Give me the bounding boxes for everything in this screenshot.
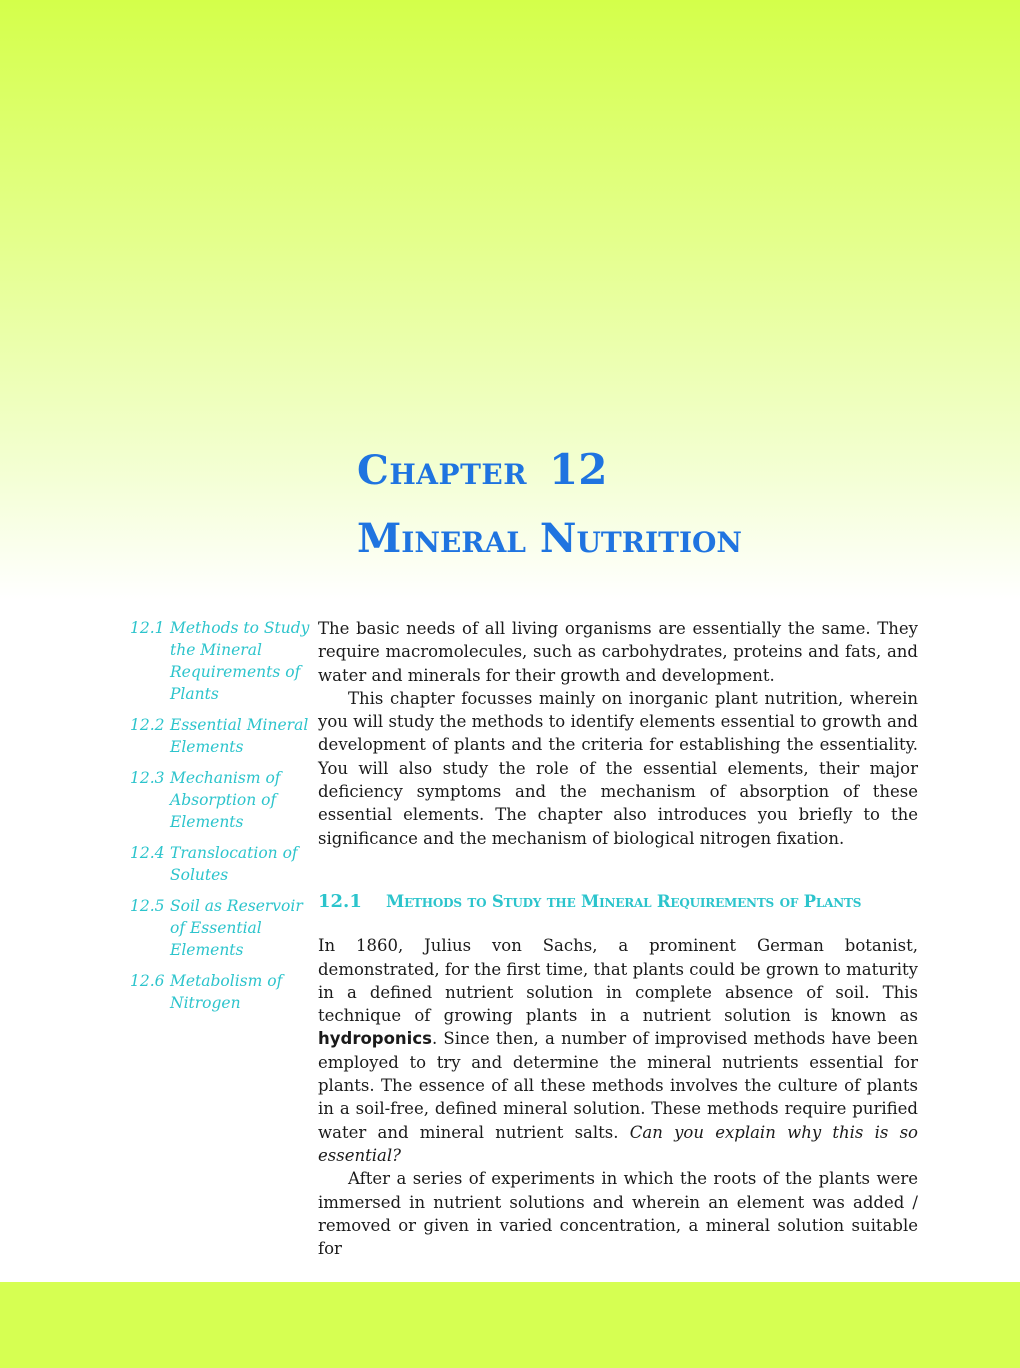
header-gradient-band (0, 0, 1020, 600)
main-content (318, 617, 918, 1260)
toc-item[interactable] (130, 970, 310, 1014)
toc-item-number: 12.4 (130, 844, 165, 862)
toc-item[interactable] (130, 767, 310, 833)
section-title: Methods to Study the Mineral Requirements of Plants (386, 891, 862, 911)
intro-paragraph: The basic needs of all living organisms are essentially the same. They require macromolecules, such as carbohydrates, proteins and fats, and water and minerals for their growth and development. (318, 619, 918, 685)
section-heading (318, 890, 918, 914)
chapter-heading (357, 445, 607, 494)
toc-item[interactable] (130, 895, 310, 961)
toc-item-number: 12.3 (130, 769, 165, 787)
section-number: 12.1 (318, 890, 362, 912)
toc-item-number: 12.5 (130, 897, 165, 915)
question-text: Can you explain why this is so essential? (318, 1122, 918, 1165)
toc-item-number: 12.2 (130, 716, 165, 734)
toc-item[interactable] (130, 714, 310, 758)
body-text: . Since then, a number of improvised methods have been employed to try and determine the mineral nutrients essential for plants. The essence of all these methods involves the culture of plants in a soil-free, defined mineral solution. These methods require purified water and mineral nutrient salts. (318, 1029, 918, 1142)
toc-item[interactable] (130, 617, 310, 705)
chapter-number: 12 (549, 445, 608, 494)
toc-item-title: Translocation of Solutes (170, 844, 298, 884)
key-term: hydroponics (318, 1029, 432, 1049)
footer-band (0, 1282, 1020, 1368)
body-paragraph: After a series of experiments in which the roots of the plants were immersed in nutrient solutions and wherein an element was added / removed or given in varied concentration, a mineral solution suitable for (318, 1169, 918, 1259)
chapter-label: Chapter (357, 447, 528, 494)
toc-item-number: 12.6 (130, 972, 165, 990)
body-paragraph (318, 934, 918, 1167)
chapter-contents-sidebar (130, 617, 310, 1023)
toc-item-title: Mechanism of Absorption of Elements (170, 769, 281, 831)
intro-paragraph: This chapter focusses mainly on inorganic plant nutrition, wherein you will study the methods to identify elements essential to growth and development of plants and the criteria for establishing the essentiality. You will also study the role of the essential elements, their major deficiency symptoms and the mechanism of absorption of these essential elements. The chapter also introduces you briefly to the significance and the mechanism of biological nitrogen fixation. (318, 688, 918, 848)
chapter-title: Mineral Nutrition (357, 515, 743, 562)
body-text: In 1860, Julius von Sachs, a prominent German botanist, demonstrated, for the first time, that plants could be grown to maturity in a defined nutrient solution in complete absence of soil. This technique of growing plants in a nutrient solution is known as (318, 936, 918, 1026)
toc-item-title: Methods to Study the Mineral Requirements of Plants (170, 619, 310, 703)
toc-item[interactable] (130, 842, 310, 886)
toc-item-title: Soil as Reservoir of Essential Elements (170, 897, 303, 959)
toc-item-title: Essential Mineral Elements (170, 716, 309, 756)
toc-item-number: 12.1 (130, 619, 165, 637)
toc-item-title: Metabolism of Nitrogen (170, 972, 283, 1012)
